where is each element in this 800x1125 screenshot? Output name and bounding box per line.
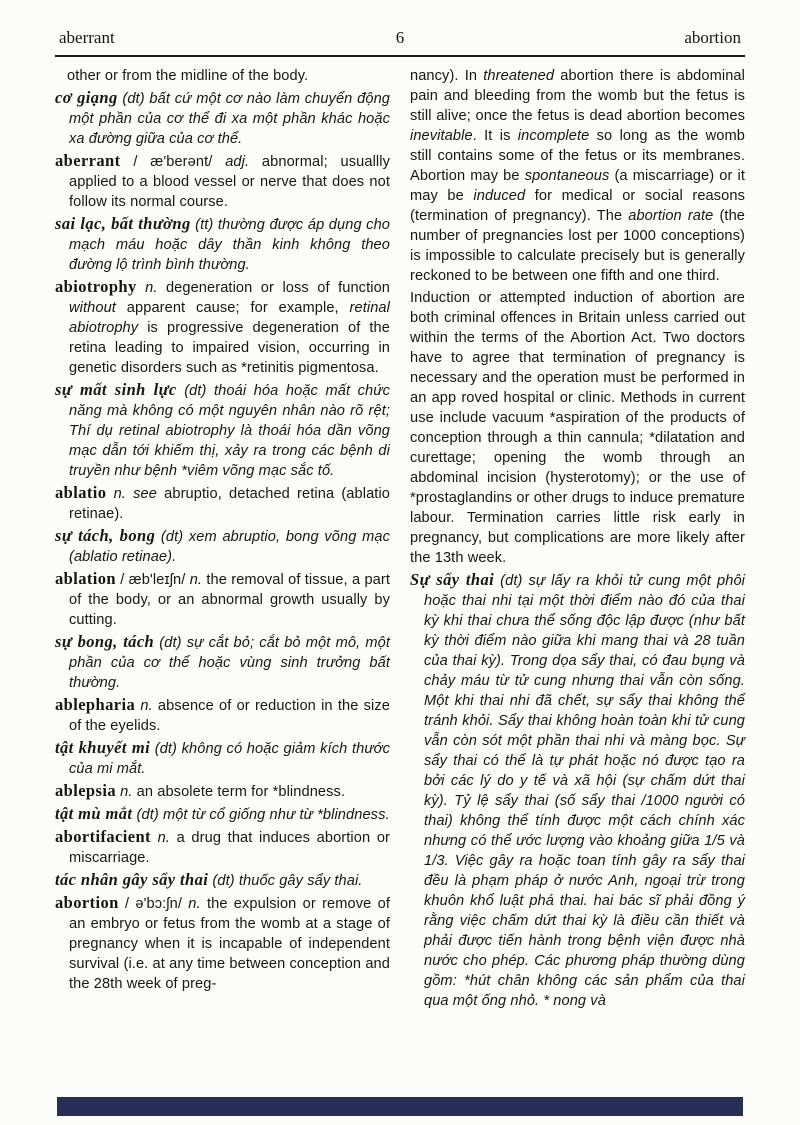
text-run: (dt) xem abruptio, bong võng mạc (ablatio retinae). — [69, 529, 390, 565]
text-run: degeneration or loss of function — [157, 280, 390, 296]
dictionary-entry — [55, 483, 390, 524]
text-run: Induction or attempted induction of abortion are both criminal offences in Britain unless carried out within the terms of the Abortion Act. Two doctors have to agree that termination of pregnancy is necessary and the operation must be performed in an app roved hospital or clinic. Methods in current use include vacuum *aspiration of the products of conception through a thin cannula; *dilatation and curettage; opening the womb through an abdominal incision (hysterotomy); or the use of *prostaglandins or other drugs to induce premature labour. Termination carries little risk early in pregnancy, but complications are more likely after the 13th week. — [410, 290, 745, 566]
dictionary-entry — [410, 570, 745, 1011]
text-run: for medical or social reasons (termination of pregnancy). The — [410, 188, 745, 224]
paragraph — [55, 66, 390, 86]
guide-word-right: abortion — [684, 28, 741, 47]
text-run: so long as the womb still contains some of the fetus or its membranes. Abortion may be — [410, 128, 745, 184]
text-run: n. — [140, 698, 153, 714]
text-run: retinal abiotrophy — [69, 300, 390, 336]
text-run: (dt) sự lấy ra khỏi tử cung một phôi hoặc thai nhi tại một thời điểm nào đó của thai kỳ khi thai chưa thể sống độc lập được (như bất kỳ thời điểm nào giữa khi mang thai và 28 tuần của thai kỳ). Trong dọa sẩy thai, có đau bụng và chảy máu từ tử cung nhưng thai vẫn còn sống. Một khi thai nhi đã chết, sự sẩy thai không thể tránh khỏi. Sẩy thai không hoàn toàn khi tử cung vẫn còn sót một phần thai nhi và màng bọc. Sự sẩy thai có thể là tự phát hoặc nó được tạo ra bởi các lý do y tế và xã hội (sự chấm dứt thai kỳ). Tỷ lệ sẩy thai (số sẩy thai /1000 người có thai) không thể tính được một cách chính xác nhưng có thể ước lượng vào khoảng giữa 1/5 và 1/3. Việc gây ra hoặc toan tính gây ra sẩy thai đều là phạm pháp ở nước Anh, ngoại trừ trong khuôn khổ luật phá thai. hai bác sĩ phải đồng ý rằng việc chấm dứt thai kỳ là điều cần thiết và phải được tiến hành trong bệnh viện được nhà nước cho phép. Các phương pháp thường dùng gồm: *hút chân không các sản phẩm của thai qua một ống nhỏ. * nong và — [424, 573, 745, 1009]
dictionary-entry — [55, 893, 390, 994]
dictionary-entry — [55, 804, 390, 825]
text-run — [151, 830, 158, 846]
headword: ablepsia — [55, 781, 116, 800]
headword: tật mù mắt — [55, 804, 133, 823]
page-number: 6 — [395, 28, 405, 47]
text-run: abnormal; usuallly applied to a blood vessel or nerve that does not follow its normal course. — [69, 154, 390, 210]
headword: ablepharia — [55, 695, 136, 714]
dictionary-entry — [55, 695, 390, 736]
dictionary-entry — [55, 151, 390, 212]
dictionary-entry — [55, 88, 390, 149]
text-run: induced — [473, 188, 526, 204]
guide-word-left: aberrant — [59, 28, 115, 47]
text-run — [137, 280, 145, 296]
right-column — [410, 66, 745, 1013]
text-run: n. — [188, 896, 201, 912]
text-run: abortion rate — [628, 208, 714, 224]
running-head — [55, 28, 745, 57]
text-run: n. — [120, 784, 133, 800]
text-run: absence of or reduction in the size of the eyelids. — [69, 698, 390, 734]
text-run: incomplete — [517, 128, 590, 144]
headword: ablatio — [55, 483, 107, 502]
text-run: abruptio, detached retina (ablatio retinae). — [69, 486, 391, 522]
headword: sự mất sinh lực — [55, 380, 177, 399]
dictionary-entry — [55, 380, 390, 481]
text-run: (dt) bất cứ một cơ nào làm chuyển động một phần của cơ thể đi xa một phần khác hoặc xa đường giữa của cơ thể. — [69, 91, 391, 147]
text-run — [106, 486, 113, 502]
text-run: is progressive degeneration of the retina leading to impaired vision, occurring in genetic disorders such as *retinitis pigmentosa. — [69, 320, 390, 376]
text-run: (tt) thường được áp dụng cho mạch máu hoặc dây thần kinh không theo đường lộ trình bình thường. — [69, 217, 390, 273]
text-run: . It is — [472, 128, 518, 144]
paragraph — [410, 66, 745, 286]
text-run: / æ'berənt/ — [120, 154, 226, 170]
dictionary-entry — [55, 277, 390, 378]
text-run: (dt) thuốc gây sẩy thai. — [208, 873, 363, 889]
headword: abortifacient — [55, 827, 151, 846]
headword: tật khuyết mi — [55, 738, 151, 757]
headword: tác nhân gây sẩy thai — [55, 870, 209, 889]
headword: sự bong, tách — [55, 632, 155, 651]
text-run: (dt) sự cắt bỏ; cắt bỏ một mô, một phần của cơ thể hoặc vùng sinh trưởng bất thường. — [69, 635, 390, 691]
text-run: / æb'leɪʃn/ — [115, 572, 190, 588]
text-run: n. see — [113, 486, 157, 502]
text-run: nancy). In — [410, 68, 484, 84]
dictionary-entry — [55, 526, 390, 567]
text-columns — [55, 66, 745, 1013]
text-run: the removal of tissue, a part of the body, or an abnormal growth usually by cutting. — [69, 572, 390, 628]
text-run: n. — [189, 572, 203, 588]
dictionary-entry — [55, 870, 390, 891]
text-run: abortion there is abdominal pain and bleeding from the womb but the fetus is still alive; once the fetus is dead abortion becomes — [410, 68, 745, 124]
text-run: (a miscarriage) or it may be — [410, 168, 745, 204]
dictionary-entry — [55, 569, 390, 630]
text-run: without — [69, 300, 116, 316]
headword: cơ giạng — [55, 88, 118, 107]
text-run: apparent cause; for example, — [115, 300, 350, 316]
text-run: the expulsion or remove of an embryo or fetus from the womb at a stage of pregnancy when it is incapable of independent survival (i.e. at any time between conception and the 28th week of preg- — [69, 896, 391, 992]
dictionary-entry — [55, 632, 390, 693]
headword: sai lạc, bất thường — [55, 214, 191, 233]
text-run: (the number of pregnancies lost per 1000 conceptions) is impossible to calculate precisely but is generally reckoned to be between one fifth and one third. — [410, 208, 746, 284]
headword: sự tách, bong — [55, 526, 156, 545]
headword: abiotrophy — [55, 277, 137, 296]
text-run: (dt) thoái hóa hoặc mất chức năng mà không có một nguyên nhân nào rõ rệt; Thí dụ retinal abiotrophy là thoái hóa dần võng mạc dẫn tới khiếm thị, xảy ra trong các bệnh di truyền như bệnh *viêm võng mạc sắc tố. — [69, 383, 390, 479]
dictionary-entry — [55, 214, 390, 275]
paragraph — [410, 288, 745, 568]
text-run: a drug that induces abortion or miscarriage. — [69, 830, 391, 866]
text-run: inevitable — [410, 128, 473, 144]
dictionary-entry — [55, 781, 390, 802]
headword: Sự sẩy thai — [410, 570, 495, 589]
headword: abortion — [55, 893, 119, 912]
headword: aberrant — [55, 151, 121, 170]
dictionary-entry — [55, 738, 390, 779]
left-column — [55, 66, 390, 1013]
text-run: threatened — [483, 68, 555, 84]
text-run: / ə'bɔ:ʃn/ — [118, 896, 189, 912]
footer-bar — [57, 1097, 743, 1116]
headword: ablation — [55, 569, 116, 588]
text-run: spontaneous — [524, 168, 610, 184]
text-run: (dt) một từ cổ giống như từ *blindness. — [132, 807, 390, 823]
dictionary-entry — [55, 827, 390, 868]
text-run: other or from the midline of the body. — [67, 68, 309, 84]
text-run: n. — [157, 830, 170, 846]
text-run: an absolete term for *blindness. — [132, 784, 346, 800]
text-run: (dt) không có hoặc giảm kích thước của mi mắt. — [69, 741, 391, 777]
text-run: adj. — [225, 154, 250, 170]
text-run: n. — [145, 280, 158, 296]
